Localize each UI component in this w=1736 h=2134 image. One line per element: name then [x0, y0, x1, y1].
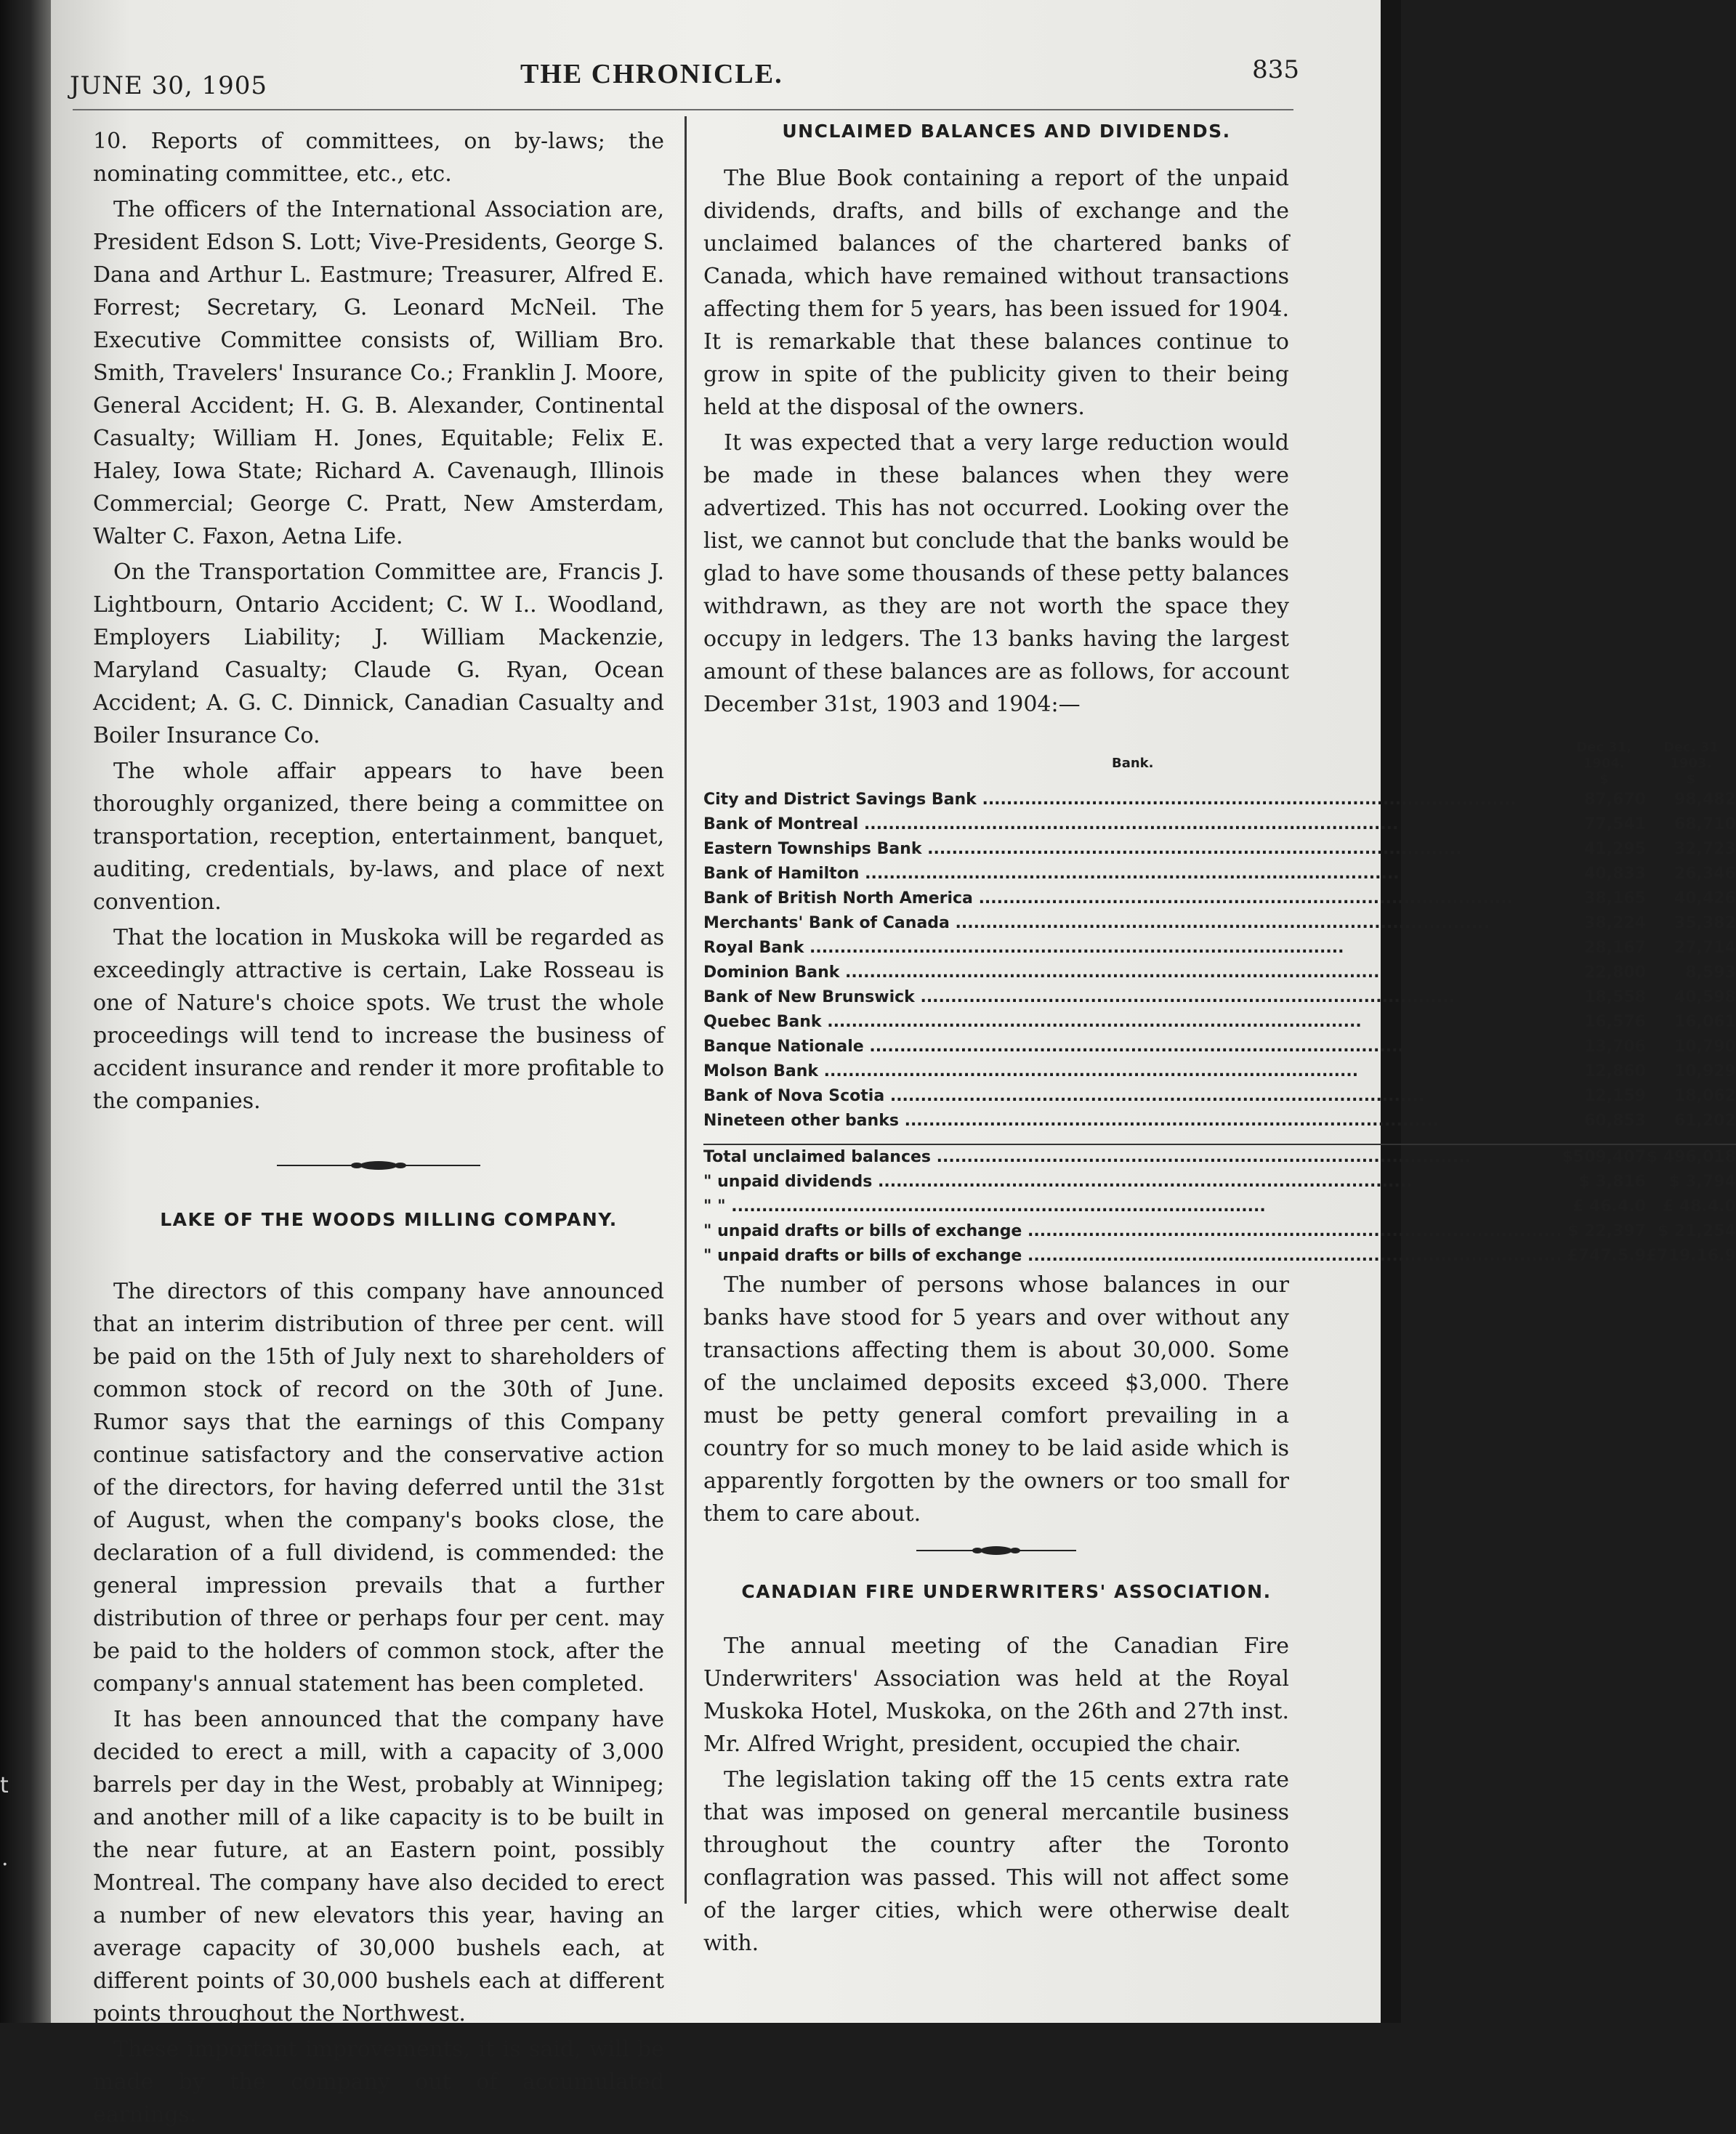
total-label: " unpaid dividends [703, 1173, 873, 1191]
bank-name: Eastern Townships Bank [703, 840, 922, 858]
unit-label: $ [1686, 772, 1696, 787]
value-1903: 26,346 [1674, 865, 1736, 883]
total-1903: $ 3,794 [1668, 1173, 1736, 1191]
bank-name: Bank of New Brunswick [703, 988, 915, 1006]
paragraph: The whole affair appears to have been thoroughly organized, there being a committee on transportation, reception, entertainment, banquet, auditing, credentials, by-laws, and place of next convention. [93, 759, 664, 915]
paragraph: The officers of the International Association are, President Edson S. Lott; Vive-Presidents, George S. Dana and Arthur L. Eastmure; Treasurer, Alfred E. Forrest; Secretary, G. Leonard McNeil. The Executive Committee consists of, William Bro. Smith, Travelers' Insurance Co.; Franklin J. Moore, General Accident; H. G. B. Alexander, Continental Casualty; William H. Jones, Equitable; Felix E. Haley, Iowa State; Richard A. Cavenaugh, Illinois Commercial; George C. Pratt, New Amsterdam, Walter C. Faxon, Aetna Life. [93, 197, 664, 549]
table-row [703, 985, 1736, 1010]
bank-name: Banque Nationale [703, 1038, 864, 1056]
bank-name: Bank of Montreal [703, 815, 859, 833]
section-title: CANADIAN FIRE UNDERWRITERS' ASSOCIATION. [741, 1581, 1272, 1602]
bank-name: Bank of British North America [703, 889, 973, 908]
total-1903: $ 21,254 [1658, 1222, 1736, 1240]
value-1904: 12,860 [1584, 1062, 1646, 1080]
bank-name: Nineteen other banks [703, 1112, 899, 1130]
value-1904: 60,853 [1584, 1112, 1646, 1130]
bank-name: Quebec Bank [703, 1013, 822, 1031]
paragraph: The directors of this company have announced that an interim distribution of three per cent. will be paid on the 15th of July next to shareholders of common stock of record on the 30th of June. Rumor says that the earnings of this Company continue satisfactory and the conservative action of the directors, for having deferred until the 31st of August, when the company's books close, the declaration of a full dividend, is commended: the general impression prevails that a further distribution of three or perhaps four per cent. may be paid to the holders of common stock, after the company's annual statement has been completed. [93, 1279, 664, 1697]
ornament-divider [916, 1543, 1076, 1558]
total-1903: $ 496,018 [1646, 1144, 1736, 1170]
total-row [703, 1170, 1736, 1195]
bank-name: Molson Bank [703, 1062, 818, 1080]
value-1903: 68,710 [1674, 815, 1736, 833]
total-1903: £719.16.9 [1646, 1247, 1736, 1265]
value-1904: 38,224 [1584, 914, 1646, 932]
margin-mark: t [0, 1773, 9, 1798]
table-row [703, 1035, 1736, 1059]
value-1904: 77,541 [1584, 815, 1646, 833]
total-label: Total unclaimed balances [703, 1148, 932, 1166]
paragraph: The number of persons whose balances in our banks have stood for 5 years and over without any transactions affecting them is about 30,000. Some of the unclaimed deposits exceed $3,000. There must be petty general comfort prevailing in a country for so much money to be laid aside which is apparently forgotten by the owners or too small for them to care about. [703, 1272, 1289, 1527]
paragraph: The Blue Book containing a report of the unpaid dividends, drafts, and bills of exchange and the unclaimed balances of the chartered banks of Canada, which have remained without transactions affecting them for 5 years, has been issued for 1904. It is remarkable that these balances continue to grow in spite of the publicity given to their being held at the disposal of the owners. [703, 166, 1289, 420]
paragraph: The legislation taking off the 15 cents extra rate that was imposed on general mercantile business throughout the country after the Toronto conflagration was passed. This will not affect some of the larger cities, which were otherwise dealt with. [703, 1767, 1289, 1956]
total-1904: $ 22,397 [1567, 1222, 1646, 1240]
total-1904: £747.5.9 [1567, 1247, 1646, 1265]
total-row [703, 1219, 1736, 1244]
table-row [703, 862, 1736, 886]
table-row [703, 1109, 1736, 1133]
paragraph: On the Transportation Committee are, Francis J. Lightbourn, Ontario Accident; C. W I.. Woodland, Employers Liability; J. William Mackenzie, Maryland Casualty; Claude G. Ryan, Ocean Accident; A. G. C. Dinnick, Canadian Casualty and Boiler Insurance Co. [93, 559, 664, 748]
value-1904: 22,800 [1584, 963, 1646, 982]
page-number: 835 [1252, 55, 1299, 84]
total-label: " " [703, 1197, 726, 1216]
column-divider [685, 116, 687, 1904]
value-1904: 40,833 [1584, 865, 1646, 883]
bank-name: Bank of Nova Scotia [703, 1087, 885, 1105]
value-1903: 10,790 [1674, 1038, 1736, 1056]
value-1904: 16,576 [1584, 1013, 1646, 1031]
total-label: " unpaid drafts or bills of exchange [703, 1222, 1022, 1240]
value-1904: 12,159 [1584, 1087, 1646, 1105]
table-row [703, 1059, 1736, 1084]
value-1904: 13,706 [1584, 1038, 1646, 1056]
table-unit-row [703, 772, 1736, 788]
paragraph: The annual meeting of the Canadian Fire Underwriters' Association was held at the Royal Muskoka Hotel, Muskoka, on the 26th and 27th inst. Mr. Alfred Wright, president, occupied the chair. [703, 1633, 1289, 1757]
table-row [703, 911, 1736, 936]
value-1903: 8,593 [1685, 963, 1736, 982]
bank-name: Dominion Bank [703, 963, 840, 982]
column-header-1903: Dec. 31 1903. [1663, 740, 1719, 771]
page-header [70, 51, 1299, 109]
column-header-bank: Bank. [1111, 756, 1154, 771]
right-column [703, 109, 1736, 1963]
table-row [703, 1010, 1736, 1035]
value-1903: 32,723 [1674, 840, 1736, 858]
paragraph: It was expected that a very large reduction would be made in these balances when they were advertized. This has not occurred. Looking over the list, we cannot but conclude that the banks would be glad to have some thousands of these petty balances withdrawn, as they are not worth the space they occupy in ledgers. The 13 banks having the largest amount of these balances are as follows, for account December 31st, 1903 and 1904:— [703, 430, 1289, 717]
table-header-row [703, 740, 1736, 772]
total-1904: $ 3,816 [1578, 1173, 1646, 1191]
value-1903: 18,062 [1674, 1087, 1736, 1105]
bank-name: Merchants' Bank of Canada [703, 914, 950, 932]
section-title: UNCLAIMED BALANCES AND DIVIDENDS. [782, 121, 1231, 142]
table-row [703, 936, 1736, 961]
value-1903: 61,202 [1674, 1112, 1736, 1130]
total-row [703, 1195, 1736, 1219]
value-1904: 41,295 [1584, 840, 1646, 858]
total-row [703, 1244, 1736, 1269]
total-label: " unpaid drafts or bills of exchange [703, 1247, 1022, 1265]
value-1904: 28,167 [1584, 939, 1646, 957]
value-1904: 38,165 [1584, 889, 1646, 908]
table-row [703, 1084, 1736, 1109]
unclaimed-balances-table [703, 740, 1736, 1269]
paragraph: It has been announced that the company have decided to erect a mill, with a capacity of 3,000 barrels per day in the West, probably at Winnipeg; and another mill of a like capacity is to be built in the near future, at an Eastern point, possibly Montreal. The company have also decided to erect a number of new elevators this year, having an average capacity of 30,000 bushels each, at different points of 30,000 bushels each at different points throughout the Northwest. [93, 1707, 664, 2026]
value-1903: 16,061 [1674, 1013, 1736, 1031]
header-date: JUNE 30, 1905 [70, 71, 268, 100]
paragraph: That the location in Muskoka will be regarded as exceedingly attractive is certain, Lake Rosseau is one of Nature's choice spots. We trust the whole proceedings will tend to increase the business of accident insurance and render it more profitable to the companies. [93, 925, 664, 1114]
unit-label: $ [1599, 772, 1609, 787]
table-row [703, 812, 1736, 837]
table-row [703, 788, 1736, 812]
table-row [703, 837, 1736, 862]
bank-name: City and District Savings Bank [703, 791, 977, 809]
value-1903: 40,598 [1674, 988, 1736, 1006]
value-1904: 18,558 [1584, 988, 1646, 1006]
total-1904: $509,407 [1562, 1144, 1646, 1170]
table-row [703, 961, 1736, 985]
total-row [703, 1144, 1736, 1170]
total-1904: £ 46.4.0 [1573, 1197, 1646, 1216]
ornament-divider [277, 1158, 480, 1173]
section-title: LAKE OF THE WOODS MILLING COMPANY. [160, 1209, 618, 1230]
table-row [703, 886, 1736, 911]
value-1903: 10,929 [1674, 1062, 1736, 1080]
bank-name: Royal Bank [703, 939, 804, 957]
value-1903: 35,382 [1674, 914, 1736, 932]
value-1903: 40,426 [1674, 889, 1736, 908]
left-column [93, 125, 664, 2134]
margin-dot: . [1, 1846, 9, 1871]
value-1903: 27,714 [1674, 939, 1736, 957]
bank-name: Bank of Hamilton [703, 865, 860, 883]
total-1903: £ 48.4.0 [1662, 1197, 1736, 1216]
paragraph: 10. Reports of committees, on by-laws; the nominating committee, etc., etc. [93, 129, 664, 187]
header-title: THE CHRONICLE. [520, 59, 783, 89]
binding-shadow-left [0, 0, 51, 2023]
value-1903: 98,482 [1674, 791, 1736, 809]
paragraph: These important improvements, it is said, will be made by the company out of accumulated earnings. [93, 2037, 664, 2127]
column-header-1904: Dec 31, 1904. [1576, 740, 1632, 771]
value-1904: 87,670 [1584, 791, 1646, 809]
